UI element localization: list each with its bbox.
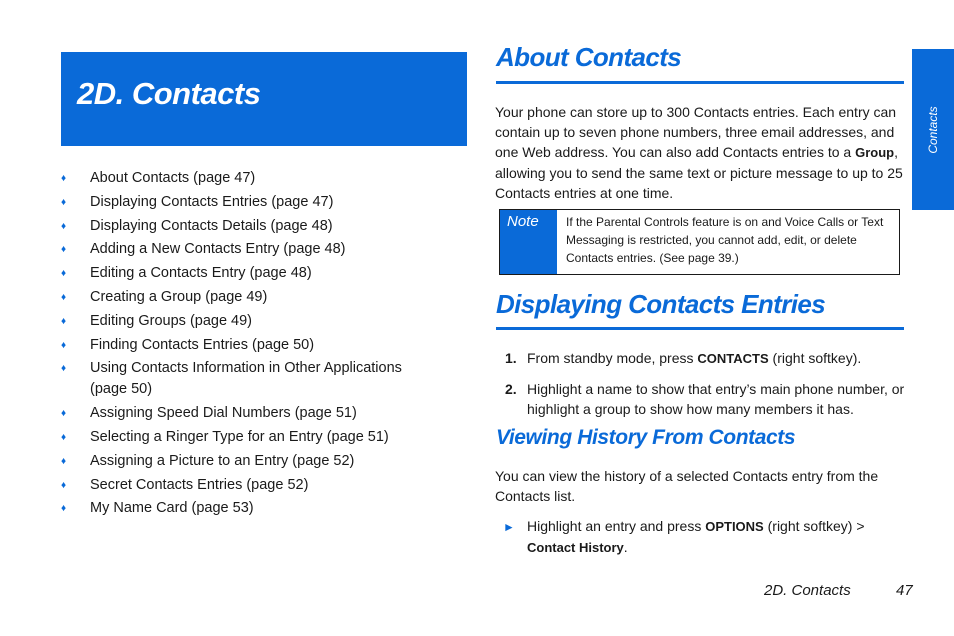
group-keyword: Group (855, 145, 895, 160)
diamond-bullet-icon: ♦ (61, 363, 67, 375)
action-text-middle: (right softkey) > (763, 518, 865, 534)
diamond-bullet-icon: ♦ (61, 431, 67, 443)
diamond-bullet-icon: ♦ (61, 196, 67, 208)
toc-item (60, 263, 440, 284)
options-keyword: OPTIONS (705, 519, 764, 534)
note-text: If the Parental Controls feature is on and Voice Calls or Text Messaging is restricted, you cannot add, edit, or delete Contacts entries. (See page 39.) (566, 215, 884, 265)
step-text: From standby mode, press (527, 350, 698, 366)
toc-item-label: Editing Groups (page 49) (90, 312, 253, 329)
toc-item (60, 239, 440, 260)
contacts-keyword: CONTACTS (697, 351, 769, 366)
note-box (499, 209, 900, 275)
toc-item-label: Displaying Contacts Details (page 48) (90, 217, 333, 234)
about-text: Your phone can store up to 300 Contacts entries. Each entry can contain up to seven phone numbers, three email addresses, and one Web address. You can also add Contacts entries to a (495, 104, 897, 160)
note-label-block (500, 210, 557, 274)
footer-section-name: 2D. Contacts (764, 582, 851, 599)
toc-item (60, 498, 440, 519)
toc-item (60, 216, 440, 237)
diamond-bullet-icon: ♦ (61, 339, 67, 351)
step-number: 2. (505, 381, 517, 397)
toc-item (60, 192, 440, 213)
diamond-bullet-icon: ♦ (61, 408, 67, 420)
toc-item-label: Editing a Contacts Entry (page 48) (90, 265, 312, 282)
heading-rule (496, 327, 904, 330)
toc-item (60, 335, 440, 356)
toc-item-label: Assigning a Picture to an Entry (page 52) (90, 452, 355, 469)
toc-item-label: Secret Contacts Entries (page 52) (90, 476, 309, 493)
step-item (505, 348, 905, 369)
toc-item (60, 358, 440, 400)
displaying-entries-heading: Displaying Contacts Entries (496, 289, 826, 319)
step-text: Highlight a name to show that entry’s main phone number, or highlight a group to show how many members it has. (527, 381, 905, 417)
toc-item-label: Displaying Contacts Entries (page 47) (90, 193, 334, 210)
action-text-end: . (623, 539, 628, 555)
toc-item (60, 427, 440, 448)
step-item (505, 379, 905, 419)
step-number: 1. (505, 350, 517, 366)
diamond-bullet-icon: ♦ (61, 315, 67, 327)
diamond-bullet-icon: ♦ (61, 503, 67, 515)
toc-item (60, 168, 440, 189)
section-side-tab (912, 49, 954, 210)
toc-item-label: Adding a New Contacts Entry (page 48) (90, 241, 346, 258)
chapter-title: 2D. Contacts (77, 76, 261, 111)
side-tab-label: Contacts (926, 105, 940, 154)
triangle-bullet-icon: ► (503, 520, 515, 534)
chapter-toc (60, 168, 440, 522)
diamond-bullet-icon: ♦ (61, 244, 67, 256)
toc-item (60, 287, 440, 308)
toc-item-label: Creating a Group (page 49) (90, 288, 268, 305)
toc-item (60, 311, 440, 332)
viewing-history-paragraph: You can view the history of a selected Contacts entry from the Contacts list. (495, 468, 879, 504)
diamond-bullet-icon: ♦ (61, 455, 67, 467)
toc-item-label: About Contacts (page 47) (90, 170, 256, 186)
chapter-banner (61, 52, 467, 146)
heading-rule (496, 81, 904, 84)
action-text-start: Highlight an entry and press (527, 518, 706, 534)
toc-item-label: My Name Card (page 53) (90, 500, 254, 517)
diamond-bullet-icon: ♦ (61, 173, 67, 184)
toc-item-label: Finding Contacts Entries (page 50) (90, 336, 315, 353)
action-text (527, 516, 903, 558)
diamond-bullet-icon: ♦ (61, 291, 67, 303)
steps-list (505, 348, 905, 429)
about-text-end: , allowing you to send the same text or picture message to up to 25 Contacts entries at one time. (495, 144, 903, 201)
viewing-history-heading: Viewing History From Contacts (496, 426, 796, 449)
diamond-bullet-icon: ♦ (61, 268, 67, 280)
about-contacts-heading: About Contacts (496, 42, 682, 72)
contact-history-keyword: Contact History (527, 540, 624, 555)
toc-item (60, 403, 440, 424)
about-contacts-paragraph (495, 102, 905, 203)
diamond-bullet-icon: ♦ (61, 220, 67, 232)
toc-item (60, 475, 440, 496)
toc-item-label: Assigning Speed Dial Numbers (page 51) (90, 405, 357, 422)
step-text-end: (right softkey). (768, 350, 862, 366)
diamond-bullet-icon: ♦ (61, 479, 67, 491)
footer-page-number: 47 (896, 582, 913, 599)
note-label: Note (507, 213, 539, 230)
toc-item-label: Selecting a Ringer Type for an Entry (page 51) (90, 428, 389, 445)
toc-item-label: Using Contacts Information in Other Applications (page 50) (90, 360, 402, 398)
toc-item (60, 451, 440, 472)
